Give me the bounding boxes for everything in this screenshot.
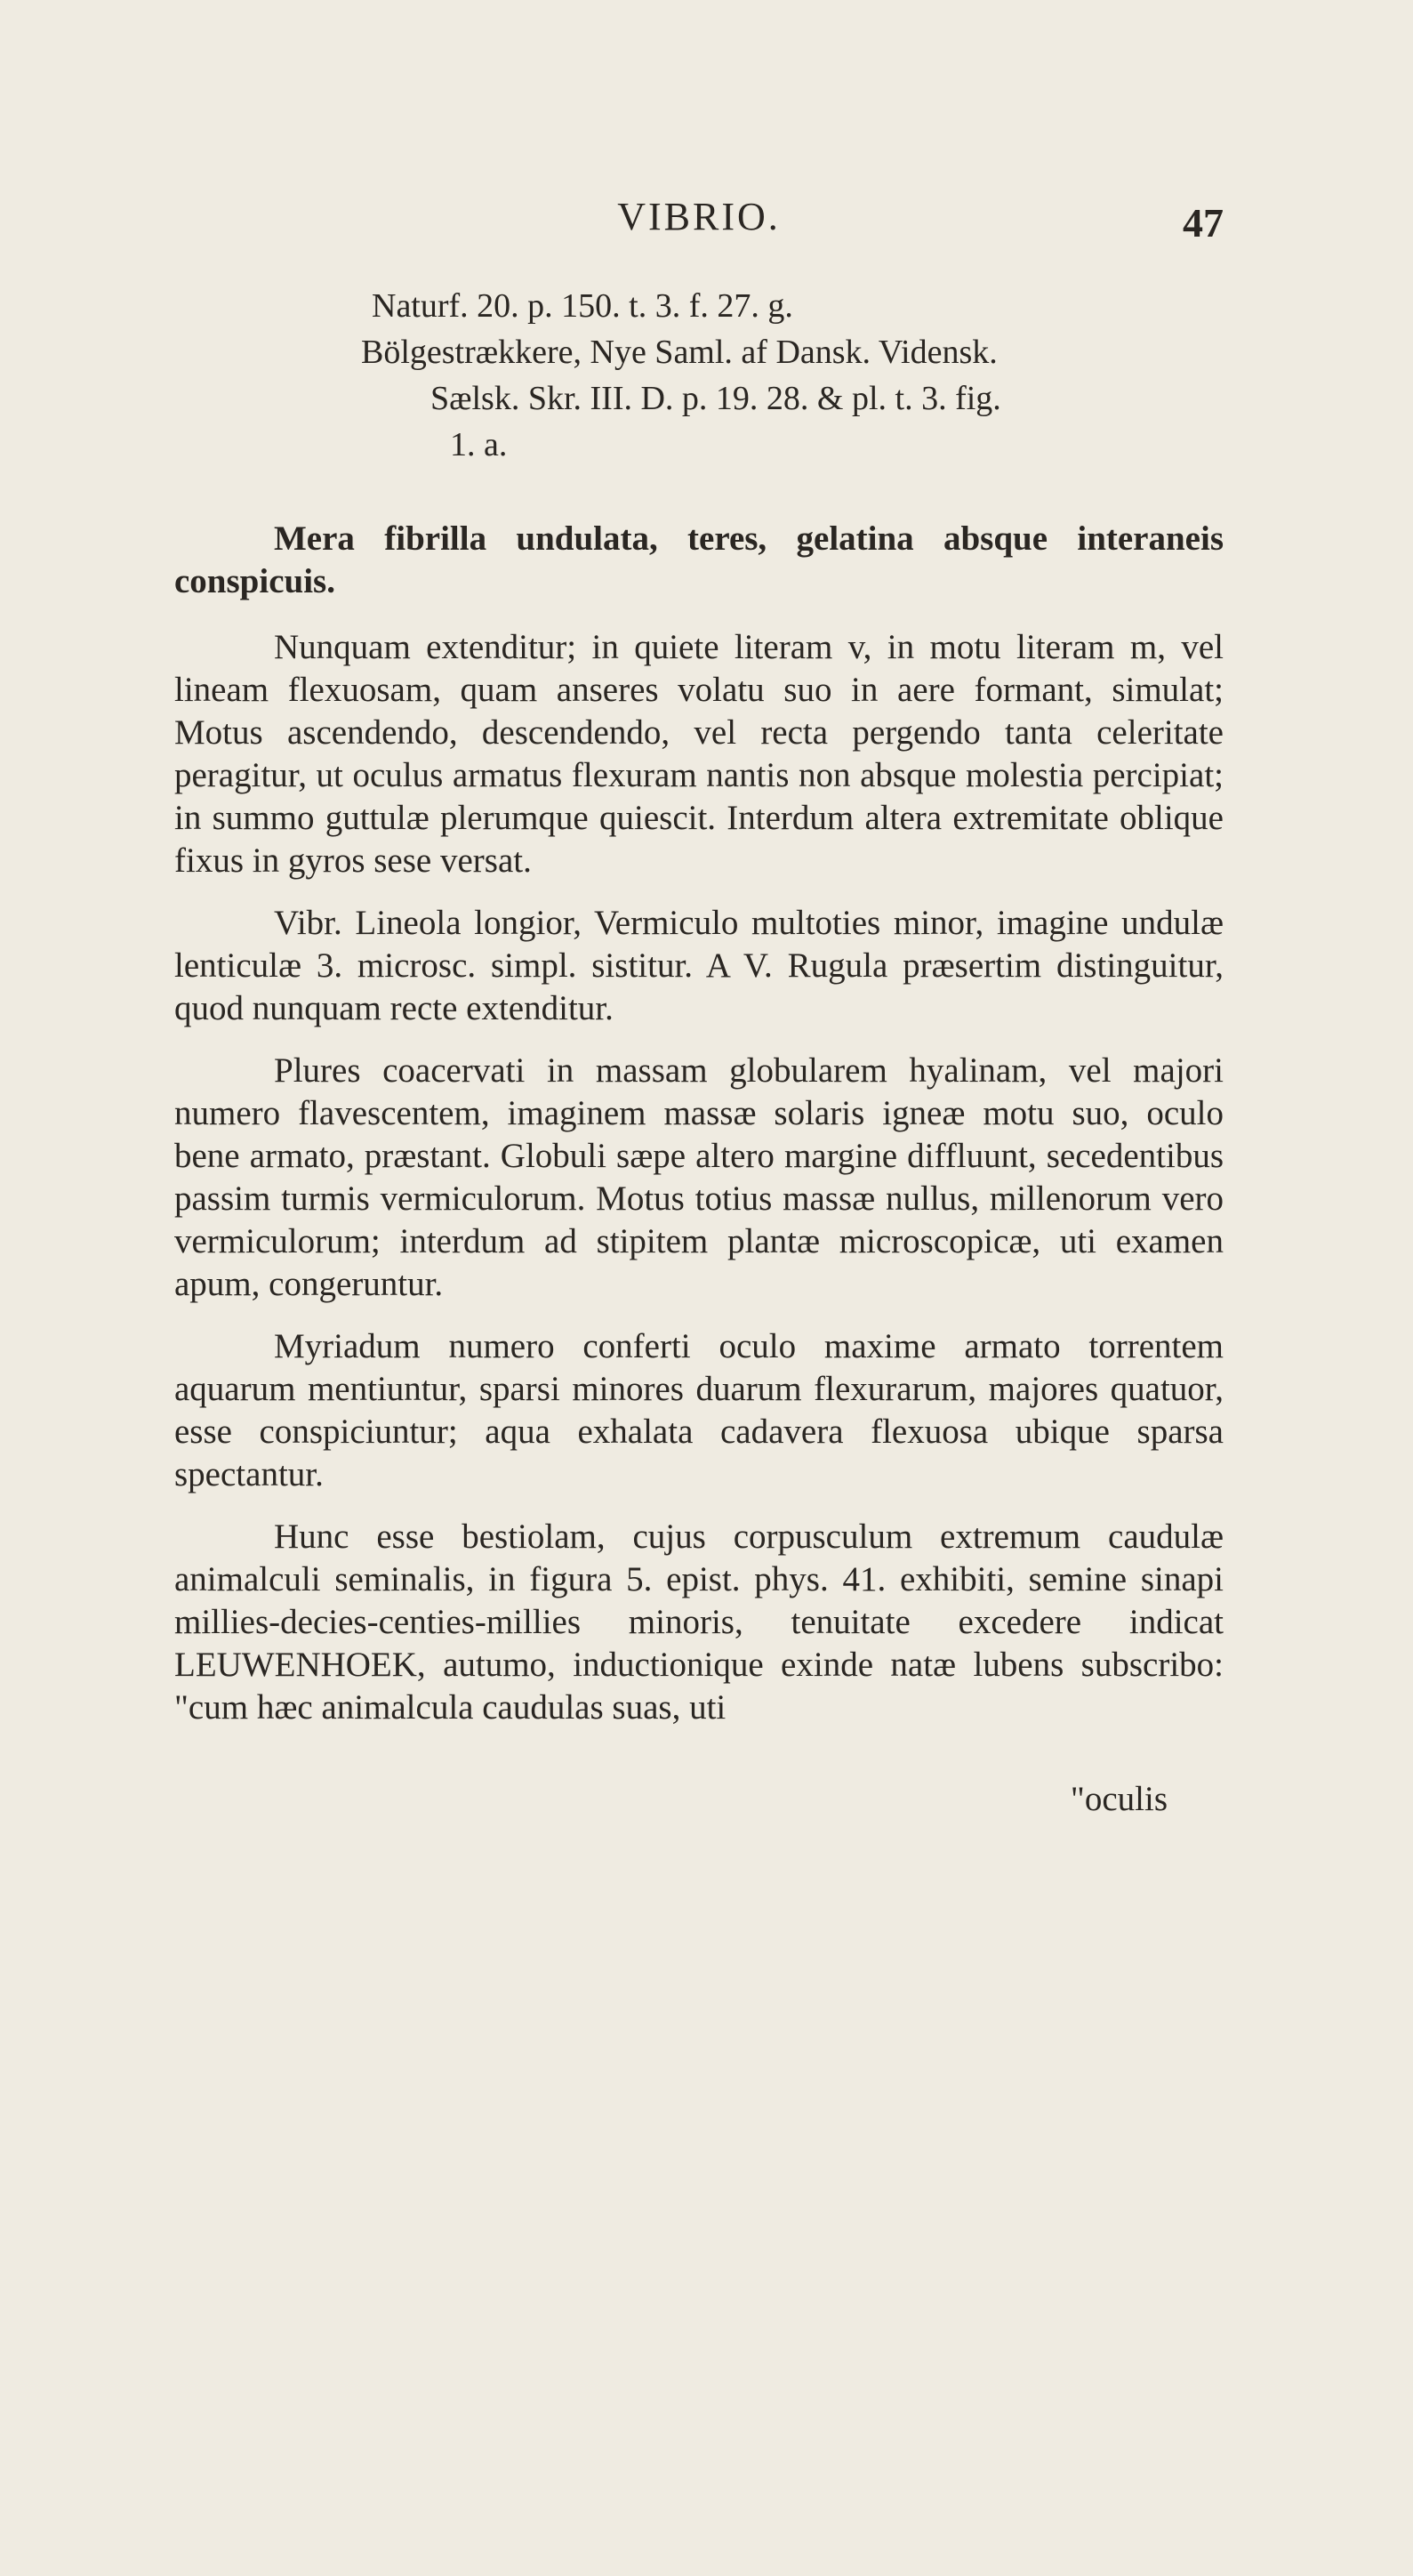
- myriad-paragraph: Myriadum numero conferti oculo maxime armato torrentem aquarum mentiuntur, sparsi minores duarum flexurarum, majores quatuor, esse conspiciuntur; aqua exhalata cadavera flexuosa ubique sparsa spectantur.: [174, 1327, 1224, 1493]
- page-header: [174, 194, 1224, 256]
- catchword: "oculis: [1070, 1780, 1168, 1818]
- running-title: VIBRIO.: [617, 195, 781, 238]
- synonym-line: 1. a.: [450, 426, 508, 463]
- aggregation-paragraph: Plures coacervati in massam globularem hyalinam, vel majori numero flavescentem, imaginem massæ solaris igneæ motu suo, oculo bene armato, præstant. Globuli sæpe altero margine diffluunt, secedentibus passim turmis vermiculorum. Motus totius massæ nullus, millenorum vero vermiculorum; interdum ad stipitem plantæ microscopicæ, uti examen apum, congeruntur.: [174, 1051, 1224, 1303]
- diagnosis-paragraph: Mera fibrilla undulata, teres, gelatina absque interaneis conspicuis.: [174, 519, 1224, 600]
- page-number: 47: [1183, 200, 1224, 246]
- synonym-line: Sælsk. Skr. III. D. p. 19. 28. & pl. t. 3. fig.: [430, 380, 1001, 417]
- synonym-line: Naturf. 20. p. 150. t. 3. f. 27. g.: [372, 287, 793, 325]
- leeuwenhoek-paragraph: Hunc esse bestiolam, cujus corpusculum extremum caudulæ animalculi seminalis, in figura 5. epist. phys. 41. exhibiti, semine sinapi millies-decies-centies-millies minoris, tenuitate excedere indicat LEUWENHOEK, autumo, inductionique exinde natæ lubens subscribo: "cum hæc animalcula caudulas suas, uti: [174, 1517, 1224, 1727]
- synonym-references: [174, 283, 1224, 468]
- synonym-line: Bölgestrækkere, Nye Saml. af Dansk. Vidensk.: [361, 334, 998, 371]
- comparison-paragraph: Vibr. Lineola longior, Vermiculo multoties minor, imagine undulæ lenticulæ 3. microsc. simpl. sistitur. A V. Rugula præsertim distinguitur, quod nunquam recte extenditur.: [174, 904, 1224, 1027]
- body-text: [174, 518, 1224, 1749]
- motion-paragraph: Nunquam extenditur; in quiete literam v, in motu literam m, vel lineam flexuosam, quam anseres volatu suo in aere formant, simulat; Motus ascendendo, descendendo, vel recta pergendo tanta celeritate peragitur, ut oculus armatus flexuram nantis non absque molestia percipiat; in summo guttulæ plerumque quiescit. Interdum altera extremitate oblique fixus in gyros sese versat.: [174, 628, 1224, 880]
